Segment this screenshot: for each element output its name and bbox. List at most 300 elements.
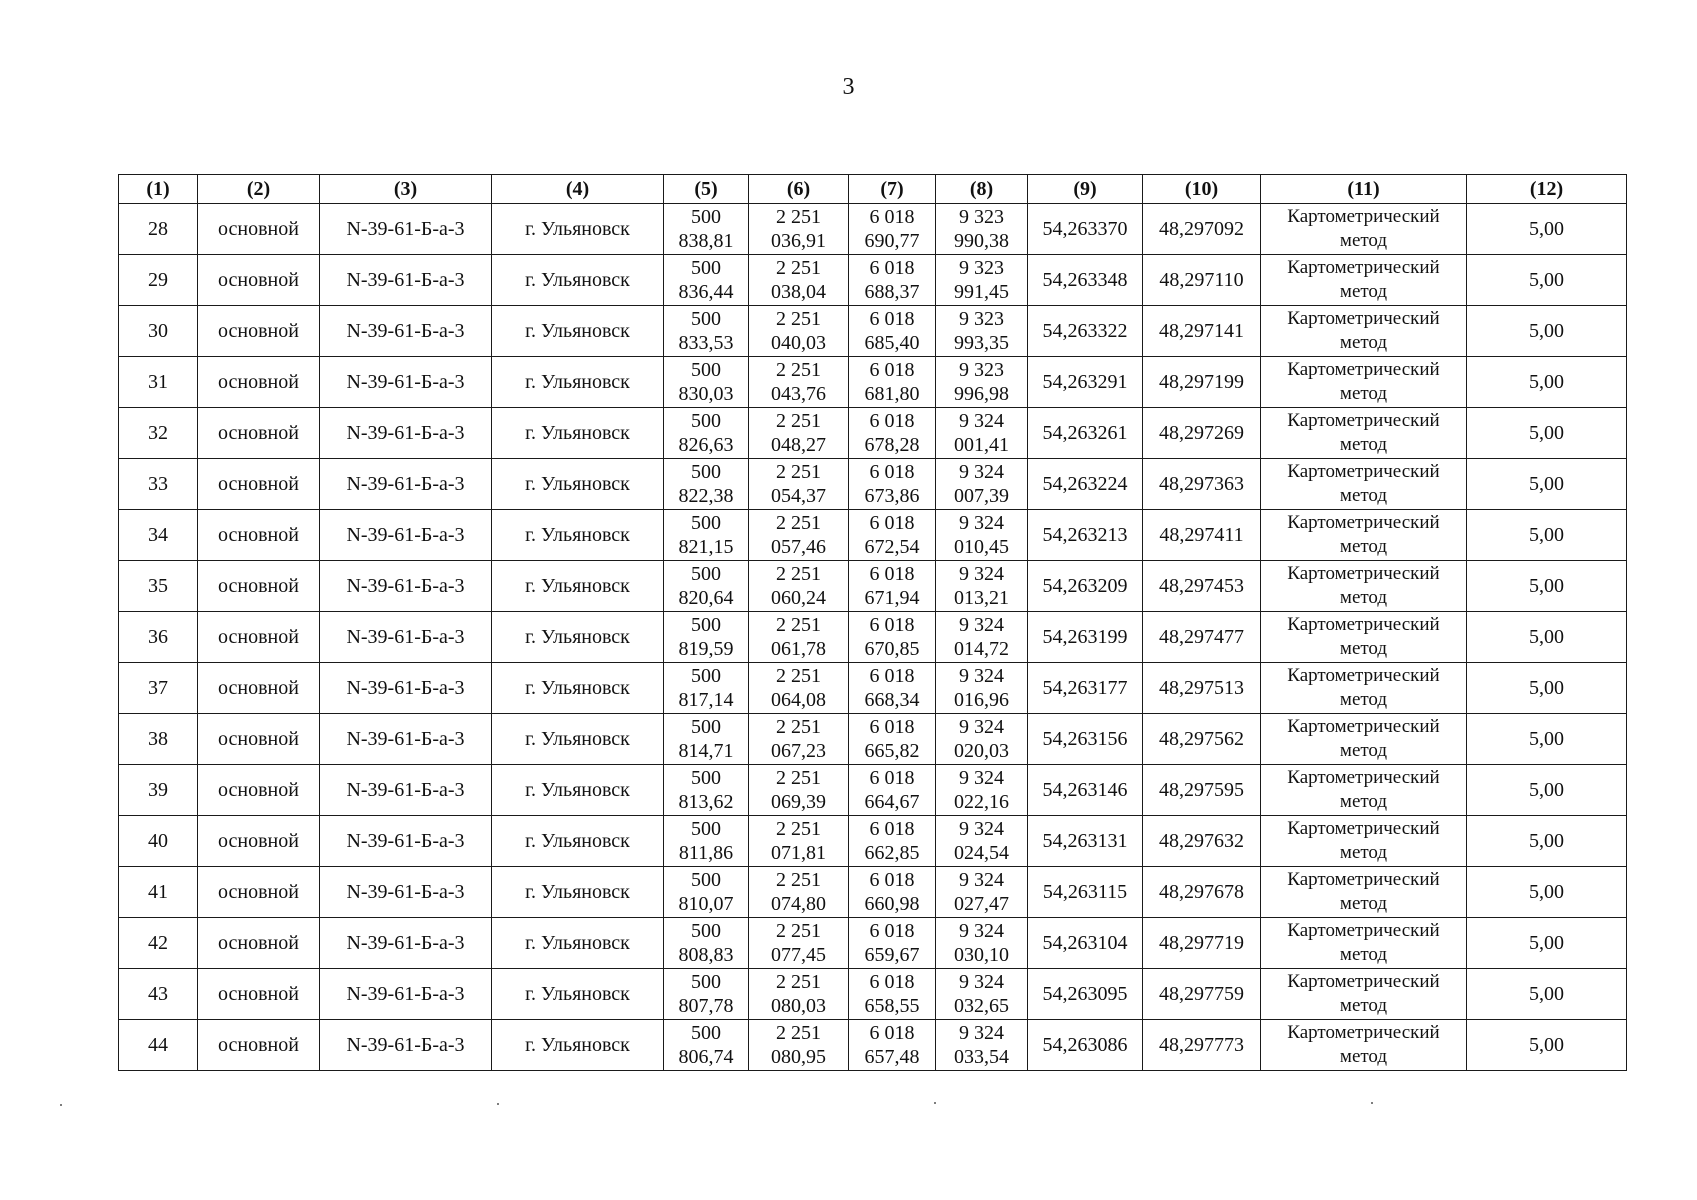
map-sheet: N-39-61-Б-а-3	[320, 969, 492, 1020]
accuracy: 5,00	[1467, 1020, 1627, 1071]
coord-col-5-line-2: 807,78	[678, 995, 734, 1017]
coord-col-8	[936, 408, 1028, 459]
point-type: основной	[198, 918, 320, 969]
latitude: 54,263213	[1028, 510, 1143, 561]
table-body	[119, 204, 1627, 1071]
coord-col-6-line-2: 040,03	[771, 332, 826, 354]
method-line-1: Картометрический	[1287, 461, 1440, 482]
accuracy: 5,00	[1467, 255, 1627, 306]
coord-col-5-line-1: 500	[691, 206, 721, 228]
point-number: 30	[119, 306, 198, 357]
method-line-2: метод	[1339, 587, 1388, 608]
point-type: основной	[198, 867, 320, 918]
coord-col-8-line-1: 9 324	[959, 461, 1004, 483]
table-row	[119, 255, 1627, 306]
method-line-2: метод	[1339, 332, 1388, 353]
coord-col-6-line-1: 2 251	[776, 257, 821, 279]
coord-col-6	[749, 867, 849, 918]
method-line-2: метод	[1339, 281, 1388, 302]
coord-col-6-line-1: 2 251	[776, 1022, 821, 1044]
table-row	[119, 918, 1627, 969]
coord-col-5	[664, 765, 749, 816]
coord-col-7-line-2: 668,34	[864, 689, 920, 711]
coord-col-5	[664, 612, 749, 663]
coord-col-7	[849, 663, 936, 714]
coord-col-8-line-2: 022,16	[954, 791, 1009, 813]
coord-col-8-line-2: 020,03	[954, 740, 1009, 762]
point-type: основной	[198, 204, 320, 255]
table-row	[119, 867, 1627, 918]
accuracy: 5,00	[1467, 204, 1627, 255]
map-sheet: N-39-61-Б-а-3	[320, 510, 492, 561]
method-line-2: метод	[1339, 434, 1388, 455]
accuracy: 5,00	[1467, 663, 1627, 714]
header-row	[119, 175, 1627, 204]
coord-col-7	[849, 510, 936, 561]
coord-col-7-line-1: 6 018	[869, 308, 915, 330]
coord-col-8-line-2: 033,54	[954, 1046, 1009, 1068]
coord-col-7-line-2: 658,55	[864, 995, 920, 1017]
coord-col-6-line-2: 064,08	[771, 689, 826, 711]
longitude: 48,297562	[1143, 714, 1261, 765]
coord-col-8-line-2: 030,10	[954, 944, 1009, 966]
latitude: 54,263348	[1028, 255, 1143, 306]
coord-col-7-line-2: 662,85	[864, 842, 920, 864]
settlement: г. Ульяновск	[492, 714, 664, 765]
settlement: г. Ульяновск	[492, 510, 664, 561]
latitude: 54,263146	[1028, 765, 1143, 816]
settlement: г. Ульяновск	[492, 459, 664, 510]
longitude: 48,297513	[1143, 663, 1261, 714]
col-header-5: (5)	[664, 175, 749, 204]
coord-col-7	[849, 561, 936, 612]
coord-col-8-line-1: 9 323	[959, 359, 1004, 381]
coord-col-8-line-2: 010,45	[954, 536, 1009, 558]
longitude: 48,297110	[1143, 255, 1261, 306]
point-type: основной	[198, 306, 320, 357]
coord-col-6-line-2: 043,76	[771, 383, 826, 405]
accuracy: 5,00	[1467, 714, 1627, 765]
coord-col-6-line-1: 2 251	[776, 461, 821, 483]
coord-col-5-line-1: 500	[691, 359, 721, 381]
longitude: 48,297141	[1143, 306, 1261, 357]
table-row	[119, 306, 1627, 357]
map-sheet: N-39-61-Б-а-3	[320, 816, 492, 867]
coord-col-6-line-2: 071,81	[771, 842, 826, 864]
longitude: 48,297199	[1143, 357, 1261, 408]
coord-col-5-line-1: 500	[691, 665, 721, 687]
coord-col-6	[749, 408, 849, 459]
point-number: 44	[119, 1020, 198, 1071]
point-type: основной	[198, 663, 320, 714]
coord-col-6	[749, 357, 849, 408]
method-line-1: Картометрический	[1287, 971, 1440, 992]
accuracy: 5,00	[1467, 357, 1627, 408]
point-type: основной	[198, 1020, 320, 1071]
coord-col-6-line-2: 048,27	[771, 434, 826, 456]
method-line-1: Картометрический	[1287, 206, 1440, 227]
latitude: 54,263209	[1028, 561, 1143, 612]
method-line-2: метод	[1339, 485, 1388, 506]
coord-col-6-line-1: 2 251	[776, 410, 821, 432]
method-line-1: Картометрический	[1287, 614, 1440, 635]
coord-col-8-line-1: 9 323	[959, 257, 1004, 279]
coord-col-6-line-1: 2 251	[776, 512, 821, 534]
coord-col-5-line-1: 500	[691, 716, 721, 738]
method-line-2: метод	[1339, 893, 1388, 914]
coord-col-5-line-2: 810,07	[678, 893, 734, 915]
coord-col-7-line-2: 660,98	[864, 893, 920, 915]
coord-col-8-line-2: 024,54	[954, 842, 1009, 864]
method-line-1: Картометрический	[1287, 257, 1440, 278]
coord-col-5-line-2: 813,62	[678, 791, 734, 813]
coord-col-6-line-2: 080,95	[771, 1046, 826, 1068]
table-row	[119, 612, 1627, 663]
col-header-4: (4)	[492, 175, 664, 204]
coord-col-5-line-2: 830,03	[678, 383, 734, 405]
coord-col-8-line-1: 9 324	[959, 1022, 1004, 1044]
table-row	[119, 204, 1627, 255]
settlement: г. Ульяновск	[492, 969, 664, 1020]
coord-col-7	[849, 408, 936, 459]
accuracy: 5,00	[1467, 612, 1627, 663]
point-number: 29	[119, 255, 198, 306]
longitude: 48,297092	[1143, 204, 1261, 255]
coord-col-5-line-2: 811,86	[678, 842, 734, 864]
coord-col-6	[749, 306, 849, 357]
settlement: г. Ульяновск	[492, 408, 664, 459]
table-row	[119, 969, 1627, 1020]
coord-col-7	[849, 714, 936, 765]
point-type: основной	[198, 816, 320, 867]
coord-col-5-line-2: 836,44	[678, 281, 734, 303]
coord-col-7-line-1: 6 018	[869, 257, 915, 279]
coord-col-6-line-2: 057,46	[771, 536, 826, 558]
method-line-2: метод	[1339, 740, 1388, 761]
map-sheet: N-39-61-Б-а-3	[320, 765, 492, 816]
coord-col-7-line-2: 665,82	[864, 740, 920, 762]
coord-col-6-line-1: 2 251	[776, 206, 821, 228]
coord-col-5-line-1: 500	[691, 971, 721, 993]
point-type: основной	[198, 255, 320, 306]
coord-col-6-line-2: 038,04	[771, 281, 826, 303]
method	[1261, 816, 1467, 867]
col-header-3: (3)	[320, 175, 492, 204]
map-sheet: N-39-61-Б-а-3	[320, 714, 492, 765]
coord-col-6-line-1: 2 251	[776, 614, 821, 636]
accuracy: 5,00	[1467, 867, 1627, 918]
coord-col-8-line-2: 001,41	[954, 434, 1009, 456]
coord-col-6-line-2: 077,45	[771, 944, 826, 966]
point-type: основной	[198, 969, 320, 1020]
coord-col-6	[749, 969, 849, 1020]
coord-col-5-line-2: 821,15	[678, 536, 734, 558]
settlement: г. Ульяновск	[492, 765, 664, 816]
point-number: 42	[119, 918, 198, 969]
table-row	[119, 714, 1627, 765]
coord-col-8	[936, 510, 1028, 561]
coord-col-7	[849, 816, 936, 867]
coord-col-7-line-1: 6 018	[869, 767, 915, 789]
map-sheet: N-39-61-Б-а-3	[320, 1020, 492, 1071]
method	[1261, 867, 1467, 918]
coord-col-8	[936, 1020, 1028, 1071]
coord-col-7-line-1: 6 018	[869, 869, 915, 891]
coord-col-5	[664, 561, 749, 612]
coord-col-8-line-1: 9 324	[959, 665, 1004, 687]
coord-col-5-line-2: 814,71	[678, 740, 734, 762]
coord-col-7-line-2: 657,48	[864, 1046, 920, 1068]
coord-col-8	[936, 969, 1028, 1020]
coord-col-8	[936, 306, 1028, 357]
point-number: 38	[119, 714, 198, 765]
accuracy: 5,00	[1467, 561, 1627, 612]
accuracy: 5,00	[1467, 765, 1627, 816]
coord-col-6-line-1: 2 251	[776, 563, 821, 585]
coord-col-8-line-1: 9 324	[959, 971, 1004, 993]
longitude: 48,297269	[1143, 408, 1261, 459]
coord-col-5-line-1: 500	[691, 512, 721, 534]
method-line-2: метод	[1339, 1046, 1388, 1067]
coord-col-6-line-2: 061,78	[771, 638, 826, 660]
longitude: 48,297453	[1143, 561, 1261, 612]
map-sheet: N-39-61-Б-а-3	[320, 561, 492, 612]
coord-col-5-line-1: 500	[691, 257, 721, 279]
map-sheet: N-39-61-Б-а-3	[320, 918, 492, 969]
coord-col-5	[664, 867, 749, 918]
coord-col-8-line-2: 990,38	[954, 230, 1009, 252]
settlement: г. Ульяновск	[492, 816, 664, 867]
coord-col-7-line-2: 681,80	[864, 383, 920, 405]
page-footer-marks	[0, 1102, 1697, 1108]
method-line-1: Картометрический	[1287, 563, 1440, 584]
coord-col-6-line-1: 2 251	[776, 767, 821, 789]
coord-col-5-line-1: 500	[691, 920, 721, 942]
coord-col-8	[936, 816, 1028, 867]
point-type: основной	[198, 714, 320, 765]
coord-col-8-line-1: 9 324	[959, 410, 1004, 432]
coord-col-5	[664, 459, 749, 510]
coord-col-6-line-2: 080,03	[771, 995, 826, 1017]
point-number: 31	[119, 357, 198, 408]
coord-col-8	[936, 765, 1028, 816]
coord-col-7	[849, 918, 936, 969]
method-line-1: Картометрический	[1287, 308, 1440, 329]
coord-col-8-line-2: 016,96	[954, 689, 1009, 711]
coord-col-7	[849, 255, 936, 306]
coord-col-5-line-2: 817,14	[678, 689, 734, 711]
method-line-1: Картометрический	[1287, 512, 1440, 533]
coord-col-5	[664, 816, 749, 867]
col-header-11: (11)	[1261, 175, 1467, 204]
coord-col-5	[664, 357, 749, 408]
coord-col-8-line-2: 032,65	[954, 995, 1009, 1017]
col-header-1: (1)	[119, 175, 198, 204]
coord-col-5-line-1: 500	[691, 1022, 721, 1044]
table-row	[119, 357, 1627, 408]
latitude: 54,263104	[1028, 918, 1143, 969]
latitude: 54,263086	[1028, 1020, 1143, 1071]
coord-col-7-line-1: 6 018	[869, 971, 915, 993]
coord-col-5	[664, 204, 749, 255]
method	[1261, 969, 1467, 1020]
settlement: г. Ульяновск	[492, 867, 664, 918]
coord-col-8	[936, 663, 1028, 714]
coord-col-8-line-1: 9 324	[959, 614, 1004, 636]
point-number: 35	[119, 561, 198, 612]
coord-col-8	[936, 714, 1028, 765]
coord-col-8-line-1: 9 323	[959, 206, 1004, 228]
coord-col-7	[849, 357, 936, 408]
accuracy: 5,00	[1467, 459, 1627, 510]
method-line-2: метод	[1339, 638, 1388, 659]
longitude: 48,297719	[1143, 918, 1261, 969]
point-number: 37	[119, 663, 198, 714]
coord-col-7-line-1: 6 018	[869, 818, 915, 840]
coord-col-8	[936, 255, 1028, 306]
coord-col-6-line-2: 074,80	[771, 893, 826, 915]
point-number: 36	[119, 612, 198, 663]
method-line-1: Картометрический	[1287, 767, 1440, 788]
method-line-2: метод	[1339, 842, 1388, 863]
method-line-2: метод	[1339, 536, 1388, 557]
coord-col-6-line-2: 060,24	[771, 587, 826, 609]
accuracy: 5,00	[1467, 918, 1627, 969]
coord-col-5	[664, 714, 749, 765]
table-row	[119, 510, 1627, 561]
point-type: основной	[198, 408, 320, 459]
point-number: 41	[119, 867, 198, 918]
coord-col-6	[749, 561, 849, 612]
coord-col-6-line-1: 2 251	[776, 971, 821, 993]
method-line-2: метод	[1339, 230, 1388, 251]
col-header-10: (10)	[1143, 175, 1261, 204]
method-line-2: метод	[1339, 689, 1388, 710]
method-line-1: Картометрический	[1287, 818, 1440, 839]
coord-col-6	[749, 255, 849, 306]
col-header-12: (12)	[1467, 175, 1627, 204]
settlement: г. Ульяновск	[492, 255, 664, 306]
coord-col-7-line-1: 6 018	[869, 665, 915, 687]
coord-col-7	[849, 306, 936, 357]
scan-mark	[934, 1102, 936, 1104]
coord-col-8-line-1: 9 323	[959, 308, 1004, 330]
method-line-1: Картометрический	[1287, 665, 1440, 686]
coord-col-5	[664, 969, 749, 1020]
settlement: г. Ульяновск	[492, 306, 664, 357]
coord-col-6-line-2: 036,91	[771, 230, 826, 252]
accuracy: 5,00	[1467, 816, 1627, 867]
longitude: 48,297477	[1143, 612, 1261, 663]
scan-mark	[1371, 1102, 1373, 1104]
longitude: 48,297411	[1143, 510, 1261, 561]
coord-col-7-line-1: 6 018	[869, 512, 915, 534]
point-number: 39	[119, 765, 198, 816]
latitude: 54,263199	[1028, 612, 1143, 663]
coord-col-5-line-2: 820,64	[678, 587, 734, 609]
coord-col-7	[849, 765, 936, 816]
coord-col-6-line-1: 2 251	[776, 665, 821, 687]
accuracy: 5,00	[1467, 969, 1627, 1020]
coord-col-5-line-2: 826,63	[678, 434, 734, 456]
settlement: г. Ульяновск	[492, 1020, 664, 1071]
longitude: 48,297759	[1143, 969, 1261, 1020]
latitude: 54,263095	[1028, 969, 1143, 1020]
coord-col-6-line-1: 2 251	[776, 818, 821, 840]
coord-col-8	[936, 204, 1028, 255]
coord-col-6	[749, 816, 849, 867]
coord-col-5	[664, 1020, 749, 1071]
coord-col-6-line-1: 2 251	[776, 308, 821, 330]
method	[1261, 663, 1467, 714]
method	[1261, 255, 1467, 306]
method-line-1: Картометрический	[1287, 716, 1440, 737]
latitude: 54,263261	[1028, 408, 1143, 459]
method	[1261, 306, 1467, 357]
latitude: 54,263156	[1028, 714, 1143, 765]
coordinates-table-container	[118, 174, 1626, 1071]
latitude: 54,263224	[1028, 459, 1143, 510]
point-type: основной	[198, 510, 320, 561]
accuracy: 5,00	[1467, 408, 1627, 459]
coord-col-5	[664, 306, 749, 357]
coord-col-6	[749, 918, 849, 969]
longitude: 48,297632	[1143, 816, 1261, 867]
method-line-2: метод	[1339, 383, 1388, 404]
coord-col-7-line-1: 6 018	[869, 461, 915, 483]
coord-col-6	[749, 765, 849, 816]
page-number: 3	[842, 74, 855, 100]
coord-col-5-line-2: 822,38	[678, 485, 734, 507]
latitude: 54,263322	[1028, 306, 1143, 357]
table-row	[119, 765, 1627, 816]
coord-col-7-line-2: 670,85	[864, 638, 920, 660]
coord-col-5-line-2: 838,81	[678, 230, 734, 252]
coord-col-8	[936, 459, 1028, 510]
coord-col-5-line-1: 500	[691, 410, 721, 432]
longitude: 48,297363	[1143, 459, 1261, 510]
method	[1261, 459, 1467, 510]
method-line-1: Картометрический	[1287, 920, 1440, 941]
coord-col-7-line-2: 664,67	[864, 791, 920, 813]
coord-col-8	[936, 561, 1028, 612]
table-row	[119, 816, 1627, 867]
map-sheet: N-39-61-Б-а-3	[320, 408, 492, 459]
point-number: 28	[119, 204, 198, 255]
coord-col-5	[664, 918, 749, 969]
coord-col-7	[849, 867, 936, 918]
coord-col-6	[749, 204, 849, 255]
coord-col-5-line-1: 500	[691, 818, 721, 840]
coord-col-8	[936, 867, 1028, 918]
coord-col-8-line-1: 9 324	[959, 767, 1004, 789]
method	[1261, 357, 1467, 408]
point-number: 32	[119, 408, 198, 459]
coord-col-7-line-2: 672,54	[864, 536, 920, 558]
point-number: 43	[119, 969, 198, 1020]
coord-col-7-line-1: 6 018	[869, 359, 915, 381]
coord-col-7-line-1: 6 018	[869, 920, 915, 942]
latitude: 54,263131	[1028, 816, 1143, 867]
method-line-1: Картометрический	[1287, 410, 1440, 431]
coord-col-5-line-1: 500	[691, 563, 721, 585]
coord-col-6	[749, 663, 849, 714]
method-line-1: Картометрический	[1287, 869, 1440, 890]
coord-col-7-line-1: 6 018	[869, 716, 915, 738]
settlement: г. Ульяновск	[492, 357, 664, 408]
coord-col-8-line-1: 9 324	[959, 818, 1004, 840]
coord-col-8-line-2: 991,45	[954, 281, 1009, 303]
